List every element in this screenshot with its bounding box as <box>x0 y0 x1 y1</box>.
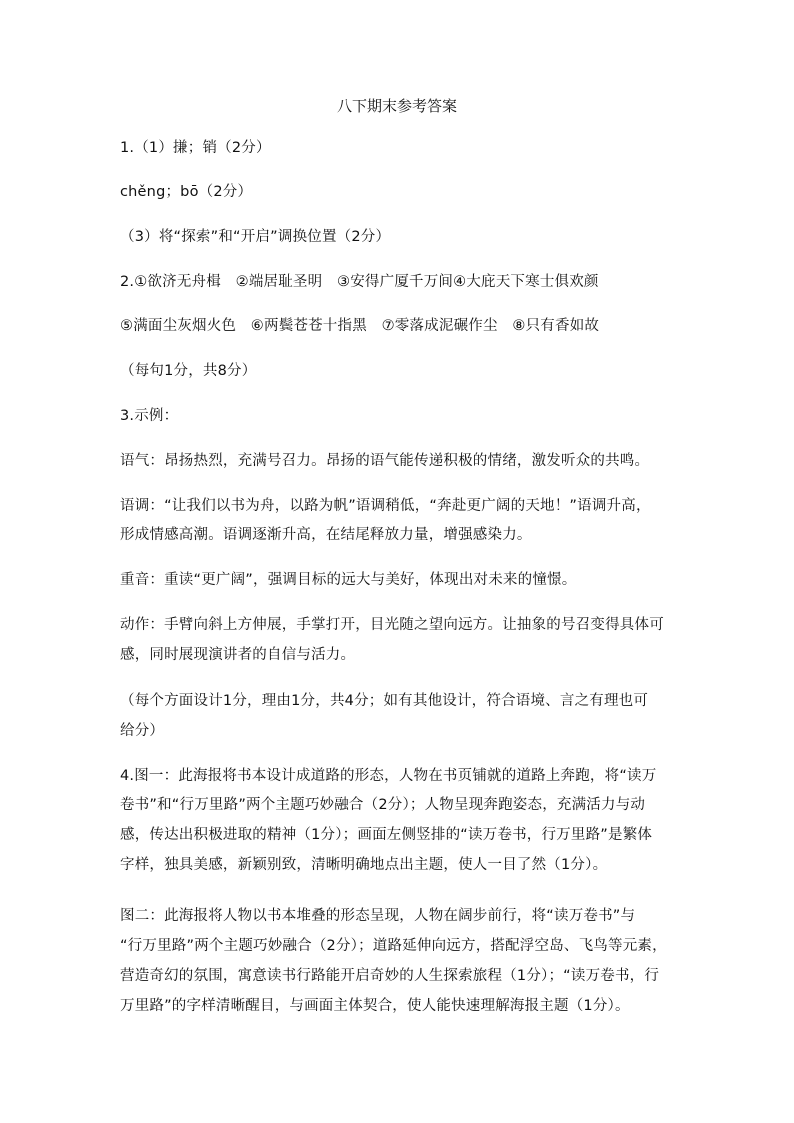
answer-4-poster-2-line-3: 营造奇幻的氛围，寓意读书行路能开启奇妙的人生探索旅程（1分）；“读万卷书，行 <box>120 968 660 984</box>
answer-2-line-2: ⑤满面尘灰烟火色 ⑥两鬓苍苍十指黑 ⑦零落成泥碾作尘 ⑧只有香如故 <box>120 318 600 334</box>
answer-3-intonation-line-1: 语调：“让我们以书为舟，以路为帆”语调稍低，“奔赴更广阔的天地！”语调升高， <box>120 498 651 514</box>
answer-4-poster-1-line-4: 字样，独具美感，新颖别致，清晰明确地点出主题，使人一目了然（1分）。 <box>120 857 608 873</box>
answer-3-score-note-line-1: （每个方面设计1分，理由1分，共4分；如有其他设计，符合语境、言之有理也可 <box>120 693 649 709</box>
answer-1-line-1: 1.（1）搛；销（2分） <box>120 140 271 156</box>
answer-2-score-note: （每句1分，共8分） <box>120 363 257 379</box>
answer-3-gesture-line-2: 感，同时展现演讲者的自信与活力。 <box>120 647 356 663</box>
answer-4-poster-1-line-1: 4.图一：此海报将书本设计成道路的形态，人物在书页铺就的道路上奔跑，将“读万 <box>120 768 657 784</box>
answer-3-tone: 语气：昂扬热烈，充满号召力。昂扬的语气能传递积极的情绪，激发听众的共鸣。 <box>120 453 650 469</box>
answer-4-poster-2-line-1: 图二：此海报将人物以书本堆叠的形态呈现，人物在阔步前行，将“读万卷书”与 <box>120 908 636 924</box>
answer-3-gesture-line-1: 动作：手臂向斜上方伸展，手掌打开，目光随之望向远方。让抽象的号召变得具体可 <box>120 617 664 633</box>
answer-3-score-note-line-2: 给分） <box>120 723 165 739</box>
answer-4-poster-2-line-2: “行万里路”两个主题巧妙融合（2分）；道路延伸向远方，搭配浮空岛、飞鸟等元素， <box>120 938 667 954</box>
answer-2-line-1: 2.①欲济无舟楫 ②端居耻圣明 ③安得广厦千万间④大庇天下寒士俱欢颜 <box>120 274 599 290</box>
answer-3-heading: 3.示例： <box>120 408 179 424</box>
answer-3-intonation-line-2: 形成情感高潮。语调逐渐升高，在结尾释放力量，增强感染力。 <box>120 527 532 543</box>
answer-3-stress: 重音：重读“更广阔”，强调目标的远大与美好，体现出对未来的憧憬。 <box>120 572 577 588</box>
answer-4-poster-1-line-2: 卷书”和“行万里路”两个主题巧妙融合（2分）；人物呈现奔跑姿态，充满活力与动 <box>120 797 646 813</box>
answer-4-poster-1-line-3: 感，传达出积极进取的精神（1分）；画面左侧竖排的“读万卷书，行万里路”是繁体 <box>120 827 653 843</box>
page-title: 八下期末参考答案 <box>336 97 457 115</box>
answer-1-line-2: chěng；bō（2分） <box>120 184 253 200</box>
answer-1-line-3: （3）将“探索”和“开启”调换位置（2分） <box>120 229 391 245</box>
answer-4-poster-2-line-4: 万里路”的字样清晰醒目，与画面主体契合，使人能快速理解海报主题（1分）。 <box>120 998 630 1014</box>
